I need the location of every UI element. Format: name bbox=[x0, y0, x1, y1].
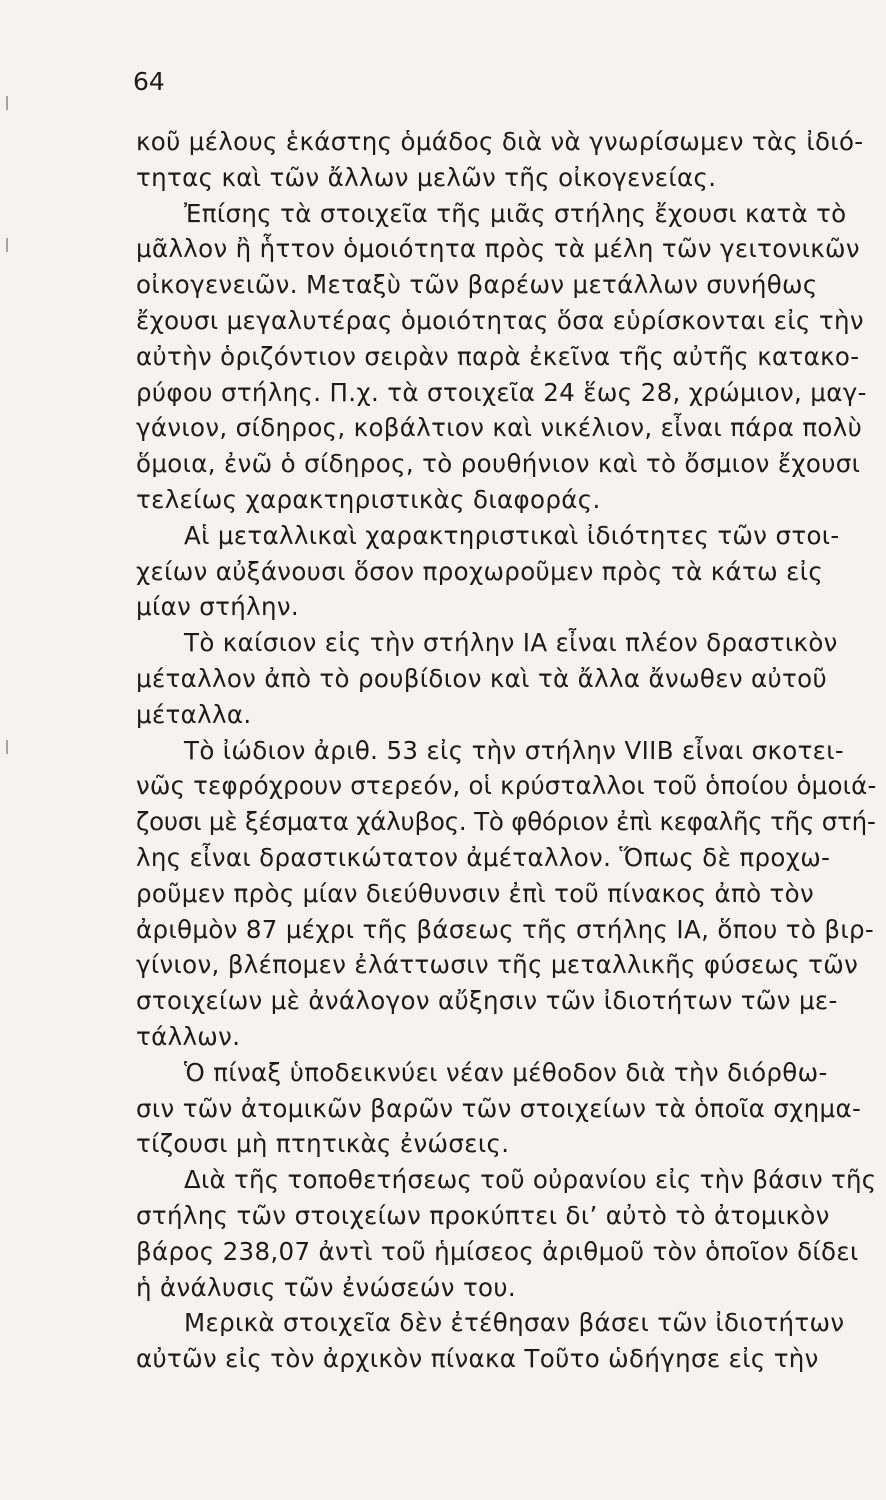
text-line: στοιχείων μὲ ἀνάλογον αὔξησιν τῶν ἰδιοτήτων τῶν με- bbox=[136, 986, 838, 1016]
text-line: Ἐπίσης τὰ στοιχεῖα τῆς μιᾶς στήλης ἔχουσι κατὰ τὸ bbox=[184, 198, 847, 228]
paragraph bbox=[136, 518, 876, 625]
text-line: αὐτὴν ὁριζόντιον σειρὰν παρὰ ἐκεῖνα τῆς αὐτῆς κατακο- bbox=[136, 341, 860, 371]
paragraph bbox=[136, 733, 876, 1055]
text-line: μᾶλλον ἢ ἧττον ὁμοιότητα πρὸς τὰ μέλη τῶν γειτονικῶν bbox=[136, 234, 860, 264]
text-line: βάρος 238,07 ἀντὶ τοῦ ἡμίσεος ἀριθμοῦ τὸν ὁποῖον δίδει bbox=[136, 1236, 859, 1266]
text-line: Διὰ τῆς τοποθετήσεως τοῦ οὐρανίου εἰς τὴν βάσιν τῆς bbox=[184, 1165, 877, 1195]
paragraph bbox=[136, 1305, 876, 1377]
text-line: τελείως χαρακτηριστικὰς διαφοράς. bbox=[136, 484, 601, 514]
text-line: μέταλλον ἀπὸ τὸ ρουβίδιον καὶ τὰ ἄλλα ἄνωθεν αὐτοῦ bbox=[136, 663, 828, 693]
text-line: ρύφου στήλης. Π.χ. τὰ στοιχεῖα 24 ἕως 28, χρώμιον, μαγ- bbox=[136, 377, 867, 407]
paragraph bbox=[136, 1055, 876, 1162]
text-line: τάλλων. bbox=[136, 1021, 241, 1051]
paragraph bbox=[136, 196, 876, 518]
text-line: Ὁ πίναξ ὑποδεικνύει νέαν μέθοδον διὰ τὴν διόρθω- bbox=[184, 1057, 828, 1087]
text-line: οἰκογενειῶν. Μεταξὺ τῶν βαρέων μετάλλων συνήθως bbox=[136, 270, 818, 300]
text-line: τίζουσι μὴ πτητικὰς ἐνώσεις. bbox=[136, 1129, 510, 1159]
text-line: μίαν στήλην. bbox=[136, 592, 300, 622]
body-text bbox=[136, 124, 876, 1377]
text-line: Αἱ μεταλλικαὶ χαρακτηριστικαὶ ἰδιότητες τῶν στοι- bbox=[184, 520, 840, 550]
text-line: μέταλλα. bbox=[136, 699, 252, 729]
text-line: λης εἶναι δραστικώτατον ἀμέταλλον. Ὅπως δὲ προχω- bbox=[136, 842, 831, 872]
text-line: τητας καὶ τῶν ἄλλων μελῶν τῆς οἰκογενείας. bbox=[136, 162, 717, 192]
text-line: Τὸ καίσιον εἰς τὴν στήλην ΙΑ εἶναι πλέον δραστικὸν bbox=[184, 628, 838, 658]
margin-mark bbox=[6, 740, 8, 754]
text-line: Τὸ ἰώδιον ἀριθ. 53 εἰς τὴν στήλην VIIB εἶναι σκοτει- bbox=[184, 735, 845, 765]
text-line: σιν τῶν ἀτομικῶν βαρῶν τῶν στοιχείων τὰ ὁποῖα σχημα- bbox=[136, 1093, 862, 1123]
paragraph bbox=[136, 124, 876, 196]
text-line: γάνιον, σίδηρος, κοβάλτιον καὶ νικέλιον, εἶναι πάρα πολὺ bbox=[136, 413, 863, 443]
margin-mark bbox=[6, 238, 8, 252]
margin-mark bbox=[6, 96, 8, 110]
text-line: στήλης τῶν στοιχείων προκύπτει δι’ αὐτὸ τὸ ἀτομικὸν bbox=[136, 1200, 830, 1230]
text-line: ἡ ἀνάλυσις τῶν ἐνώσεών του. bbox=[136, 1272, 517, 1302]
text-line: ὅμοια, ἐνῶ ὁ σίδηρος, τὸ ρουθήνιον καὶ τὸ ὄσμιον ἔχουσι bbox=[136, 449, 861, 479]
page-number: 64 bbox=[133, 67, 165, 96]
text-line: γίνιον, βλέπομεν ἐλάττωσιν τῆς μεταλλικῆς φύσεως τῶν bbox=[136, 950, 859, 980]
text-line: αὐτῶν εἰς τὸν ἀρχικὸν πίνακα Τοῦτο ὡδήγησε εἰς τὴν bbox=[136, 1344, 819, 1374]
text-line: κοῦ μέλους ἑκάστης ὁμάδος διὰ νὰ γνωρίσωμεν τὰς ἰδιό- bbox=[136, 127, 864, 156]
text-line: νῶς τεφρόχρουν στερεόν, οἱ κρύσταλλοι τοῦ ὁποίου ὁμοιά- bbox=[136, 771, 877, 801]
paragraph bbox=[136, 1162, 876, 1305]
text-line: ἔχουσι μεγαλυτέρας ὁμοιότητας ὅσα εὑρίσκονται εἰς τὴν bbox=[136, 305, 864, 335]
text-line: χείων αὐξάνουσι ὅσον προχωροῦμεν πρὸς τὰ κάτω εἰς bbox=[136, 556, 824, 586]
text-line: ζουσι μὲ ξέσματα χάλυβος. Τὸ φθόριον ἐπὶ κεφαλῆς τῆς στή- bbox=[136, 807, 876, 837]
text-line: ροῦμεν πρὸς μίαν διεύθυνσιν ἐπὶ τοῦ πίνακος ἀπὸ τὸν bbox=[136, 878, 815, 908]
paragraph bbox=[136, 625, 876, 732]
text-line: Μερικὰ στοιχεῖα δὲν ἐτέθησαν βάσει τῶν ἰδιοτήτων bbox=[184, 1308, 845, 1338]
text-line: ἀριθμὸν 87 μέχρι τῆς βάσεως τῆς στήλης ΙΑ, ὅπου τὸ βιρ- bbox=[136, 914, 875, 944]
